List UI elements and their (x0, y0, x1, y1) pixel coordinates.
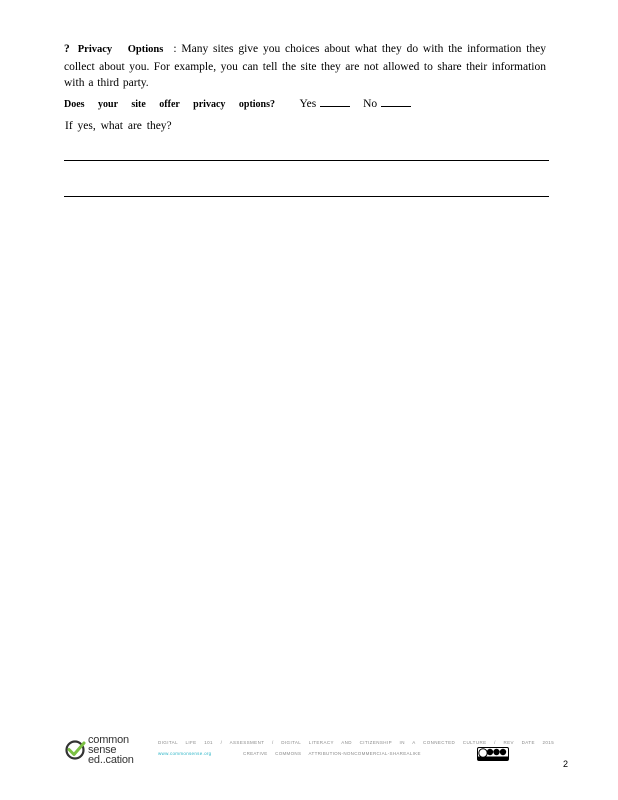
bullet-mark: ? (64, 43, 70, 55)
answer-line-1[interactable] (64, 160, 549, 161)
footer-course-info: DIGITAL LIFE 101 / ASSESSMENT / DIGITAL LITERACY AND CITIZENSHIP IN A CONNECTED CULTURE / REV DATE 2015 (158, 740, 555, 745)
no-option (363, 98, 411, 110)
footer-url-link[interactable]: www.commonsense.org (158, 751, 212, 756)
no-blank[interactable] (381, 96, 411, 107)
privacy-question (64, 96, 544, 113)
followup-prompt: If yes, what are they? (65, 120, 172, 132)
section-heading: Privacy Options (77, 44, 164, 55)
no-label: No (363, 98, 378, 110)
logo-line-2: sense (88, 744, 117, 756)
footer-license-text: CREATIVE COMMONS ATTRIBUTION-NONCOMMERCIAL-SHAREALIKE (243, 751, 421, 756)
yes-label: Yes (299, 98, 317, 110)
common-sense-logo (64, 735, 144, 771)
privacy-options-paragraph (64, 41, 546, 92)
question-text: Does your site offer privacy options? (64, 99, 276, 110)
page-footer (0, 730, 618, 800)
checkmark-circle-icon (64, 739, 86, 761)
logo-wordmark (88, 735, 134, 765)
page-number: 2 (563, 759, 569, 769)
yes-option (299, 98, 353, 110)
answer-line-2[interactable] (64, 196, 549, 197)
section-body: : Many sites give you choices about what they do with the information they collect about you. For example, you can tell the site they are not allowed to share their information with a third party. (64, 43, 547, 89)
footer-links-row (158, 751, 421, 756)
creative-commons-icon (477, 747, 509, 761)
logo-line-3: ed..cation (88, 754, 134, 766)
logo-line-1: common (88, 734, 129, 746)
yes-blank[interactable] (320, 96, 350, 107)
